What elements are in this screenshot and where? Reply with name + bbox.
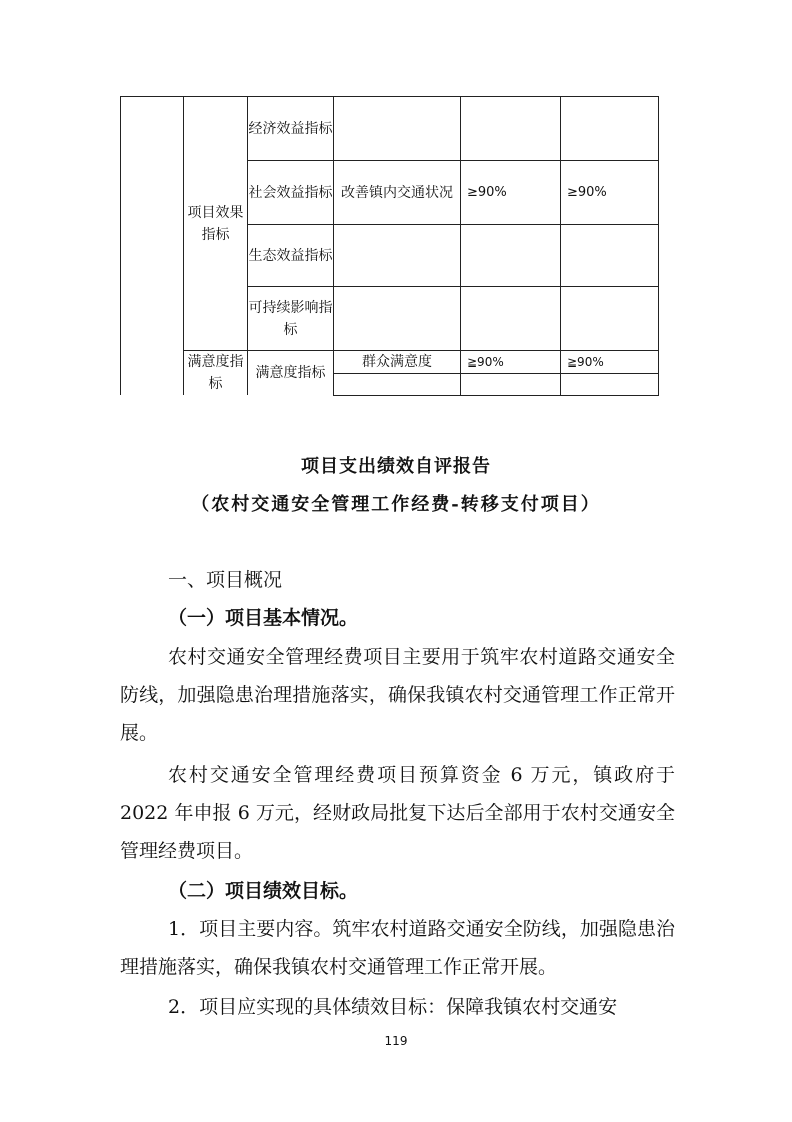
table-cell-sustainable: 可持续影响指标 — [248, 287, 334, 351]
table-cell — [334, 225, 461, 287]
report-subtitle: （农村交通安全管理工作经费-转移支付项目） — [191, 494, 601, 515]
report-title: 项目支出绩效自评报告 — [301, 456, 491, 477]
paragraph: 1．项目主要内容。筑牢农村道路交通安全防线，加强隐患治理措施落实，确保我镇农村交通管理工作正常开展。 — [120, 918, 675, 978]
table-cell-satisfaction-indicator: 满意度指标 — [184, 351, 248, 396]
table-cell-satisfaction-target: ≧90% — [461, 351, 561, 374]
table-cell — [561, 287, 659, 351]
table-cell — [461, 225, 561, 287]
table-cell-effect-indicator: 项目效果指标 — [184, 97, 248, 351]
table-cell — [334, 97, 461, 161]
indicator-table — [120, 96, 659, 396]
table-cell — [461, 97, 561, 161]
table-cell-satisfaction-content: 群众满意度 — [334, 351, 461, 374]
page-number: 119 — [384, 1034, 408, 1048]
table-cell — [334, 374, 461, 395]
table-cell — [561, 97, 659, 161]
subsection-heading: （二）项目绩效目标。 — [168, 880, 359, 902]
table-cell-social-actual: ≥90% — [561, 161, 659, 225]
paragraph: 农村交通安全管理经费项目主要用于筑牢农村道路交通安全防线，加强隐患治理措施落实，确保我镇农村交通管理工作正常开展。 — [120, 646, 675, 744]
paragraph: 农村交通安全管理经费项目预算资金 6 万元，镇政府于 2022 年申报 6 万元，经财政局批复下达后全部用于农村交通安全管理经费项目。 — [120, 764, 675, 862]
paragraph: 2．项目应实现的具体绩效目标：保障我镇农村交通安 — [168, 996, 618, 1018]
table-cell-economic: 经济效益指标 — [248, 97, 334, 161]
table-cell-satisfaction: 满意度指标 — [248, 351, 334, 396]
table-cell-satisfaction-actual: ≧90% — [561, 351, 659, 374]
section-heading: 一、项目概况 — [168, 569, 283, 591]
table-cell-social-content: 改善镇内交通状况 — [334, 161, 461, 225]
table-cell — [461, 374, 561, 395]
table-cell-social-target: ≥90% — [461, 161, 561, 225]
table-cell — [561, 225, 659, 287]
table-cell — [334, 287, 461, 351]
subsection-heading: （一）项目基本情况。 — [168, 607, 359, 629]
table-cell-ecological: 生态效益指标 — [248, 225, 334, 287]
table-cell-level1 — [121, 97, 184, 396]
table-cell — [461, 287, 561, 351]
table-cell — [561, 374, 659, 395]
table-cell-social: 社会效益指标 — [248, 161, 334, 225]
